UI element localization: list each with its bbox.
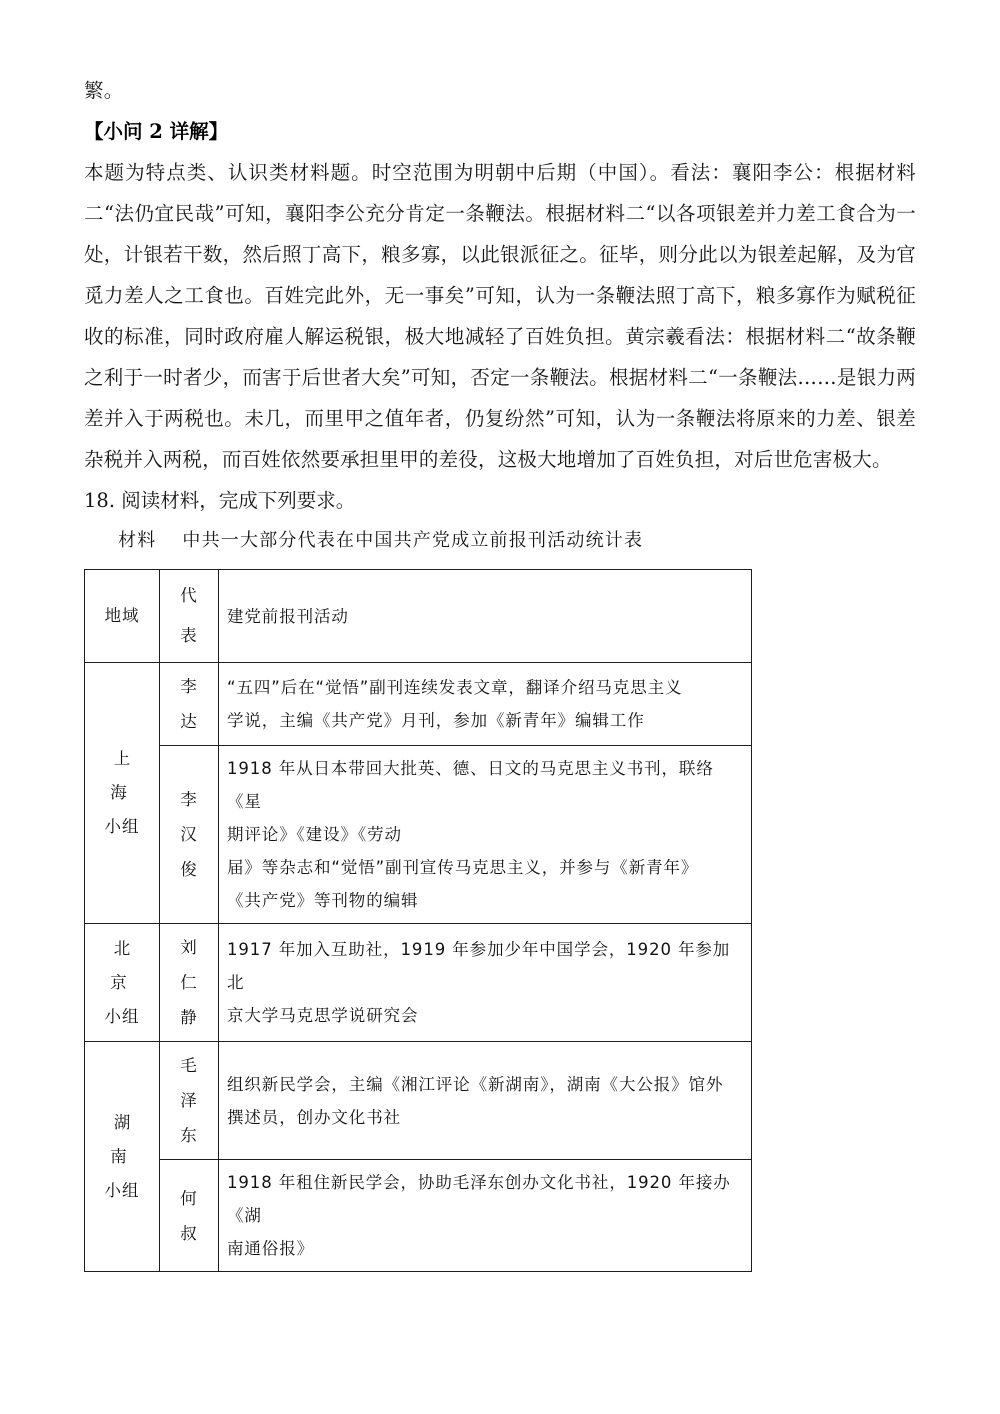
representative-cell-heshu — [160, 1160, 219, 1272]
representative-char: 汉 — [180, 825, 198, 844]
representative-char: 泽 — [180, 1091, 198, 1110]
question-number-line: 18. 阅读材料，完成下列要求。 — [84, 489, 356, 512]
representative-char: 达 — [180, 712, 198, 731]
activity-cell-liurenjing — [219, 924, 752, 1042]
activity-line: 京大学马克思学说研究会 — [227, 1006, 419, 1025]
header-activity-label: 建党前报刊活动 — [227, 606, 349, 626]
table-header-row — [85, 570, 752, 663]
material-title: 中共一大部分代表在中国共产党成立前报刊活动统计表 — [182, 530, 644, 551]
table-row — [85, 1042, 752, 1160]
representative-char: 仁 — [180, 973, 198, 992]
representative-stack — [168, 1181, 210, 1251]
material-caption — [84, 521, 916, 561]
activity-line: 届》等杂志和“觉悟”副刊宣传马克思主义，并参与《新青年》 — [227, 858, 699, 877]
region-cell-beijing — [85, 924, 160, 1042]
representative-stack — [168, 930, 210, 1035]
table-row — [85, 1160, 752, 1272]
header-cell-activity — [219, 570, 752, 663]
activity-line: 1918 年从日本带回大批英、德、日文的马克思主义书刊，联络《星 — [227, 759, 714, 811]
orphan-text-line: 繁。 — [84, 79, 124, 102]
header-representative-char-2: 表 — [180, 626, 198, 645]
region-label-line2: 小组 — [104, 1006, 140, 1026]
representative-char: 刘 — [180, 938, 198, 957]
activity-line: 1918 年租住新民学会，协助毛泽东创办文化书社，1920 年接办《湖 — [227, 1173, 731, 1225]
statistics-table — [84, 569, 752, 1272]
header-cell-representative — [160, 570, 219, 663]
activity-line: 组织新民学会，主编《湘江评论《新湖南》，湖南《大公报》馆外 — [227, 1074, 724, 1094]
representative-stack — [168, 669, 210, 739]
representative-stack — [168, 1048, 210, 1153]
header-representative-char-1: 代 — [180, 586, 198, 605]
representative-char: 毛 — [180, 1056, 198, 1075]
activity-line: 南通俗报》 — [227, 1239, 314, 1258]
table-body — [85, 570, 752, 1272]
representative-cell-liurenjing — [160, 924, 219, 1042]
representative-cell-lihanjun — [160, 746, 219, 924]
representative-char: 静 — [180, 1008, 198, 1027]
activity-cell-lida — [219, 663, 752, 746]
activity-line: “五四”后在“觉悟”副刊连续发表文章，翻译介绍马克思主义 — [227, 678, 683, 697]
region-label-line2: 小组 — [104, 817, 140, 836]
representative-char: 东 — [180, 1126, 198, 1145]
activity-line: 学说，主编《共产党》月刊，参加《新青年》编辑工作 — [227, 711, 645, 730]
activity-line: 期评论》《建设》《劳动 — [227, 825, 402, 844]
table-row — [85, 663, 752, 746]
statistics-table-wrapper — [84, 569, 731, 1272]
activity-line: 《共产党》等刊物的编辑 — [227, 891, 419, 910]
region-cell-hunan — [85, 1042, 160, 1272]
representative-stack — [168, 782, 210, 887]
activity-cell-lihanjun — [219, 746, 752, 924]
region-label-line1: 湖 南 — [110, 1112, 138, 1166]
activity-line: 1917 年加入互助社，1919 年参加少年中国学会，1920 年参加北 — [227, 940, 731, 992]
material-label: 材料 — [118, 530, 157, 551]
table-row — [85, 746, 752, 924]
table-row — [85, 924, 752, 1042]
representative-char: 李 — [180, 790, 198, 809]
analysis-paragraph: 本题为特点类、认识类材料题。时空范围为明朝中后期（中国）。看法：襄阳李公：根据材料二“法仍宜民哉”可知，襄阳李公充分肯定一条鞭法。根据材料二“以各项银差并力差工食合为一处，计银若干数，然后照丁高下，粮多寡，以此银派征之。征毕，则分此以为银差起解，及为官觅力差人之工食也。百姓完此外，无一事矣”可知，认为一条鞭法照丁高下，粮多寡作为赋税征收的标准，同时政府雇人解运税银，极大地减轻了百姓负担。黄宗羲看法：根据材料二“故条鞭之利于一时者少，而害于后世者大矣”可知，否定一条鞭法。根据材料二“一条鞭法……是银力两差并入于两税也。未几，而里甲之值年者，仍复纷然”可知，认为一条鞭法将原来的力差、银差杂税并入两税，而百姓依然要承担里甲的差役，这极大地增加了百姓负担，对后世危害极大。 — [84, 161, 916, 471]
representative-cell-maozedong — [160, 1042, 219, 1160]
region-label-line2: 小组 — [104, 1180, 140, 1200]
region-label-hunan — [93, 1106, 151, 1208]
representative-cell-lida — [160, 663, 219, 746]
region-cell-shanghai — [85, 663, 160, 924]
representative-char: 何 — [180, 1188, 198, 1208]
header-region-label: 地域 — [104, 606, 140, 625]
region-label-line1: 上 海 — [110, 749, 138, 802]
header-representative-stack — [168, 576, 210, 656]
header-cell-region — [85, 570, 160, 663]
region-label-shanghai — [93, 742, 151, 844]
representative-char: 俊 — [180, 860, 198, 879]
region-label-beijing — [93, 932, 151, 1034]
activity-cell-maozedong — [219, 1042, 752, 1160]
region-label-line1: 北 京 — [110, 938, 138, 992]
activity-line: 撰述员，创办文化书社 — [227, 1107, 401, 1127]
section-heading: 【小问 2 详解】 — [84, 120, 229, 143]
activity-cell-heshu — [219, 1160, 752, 1272]
representative-char: 李 — [180, 677, 198, 696]
representative-char: 叔 — [180, 1223, 198, 1243]
